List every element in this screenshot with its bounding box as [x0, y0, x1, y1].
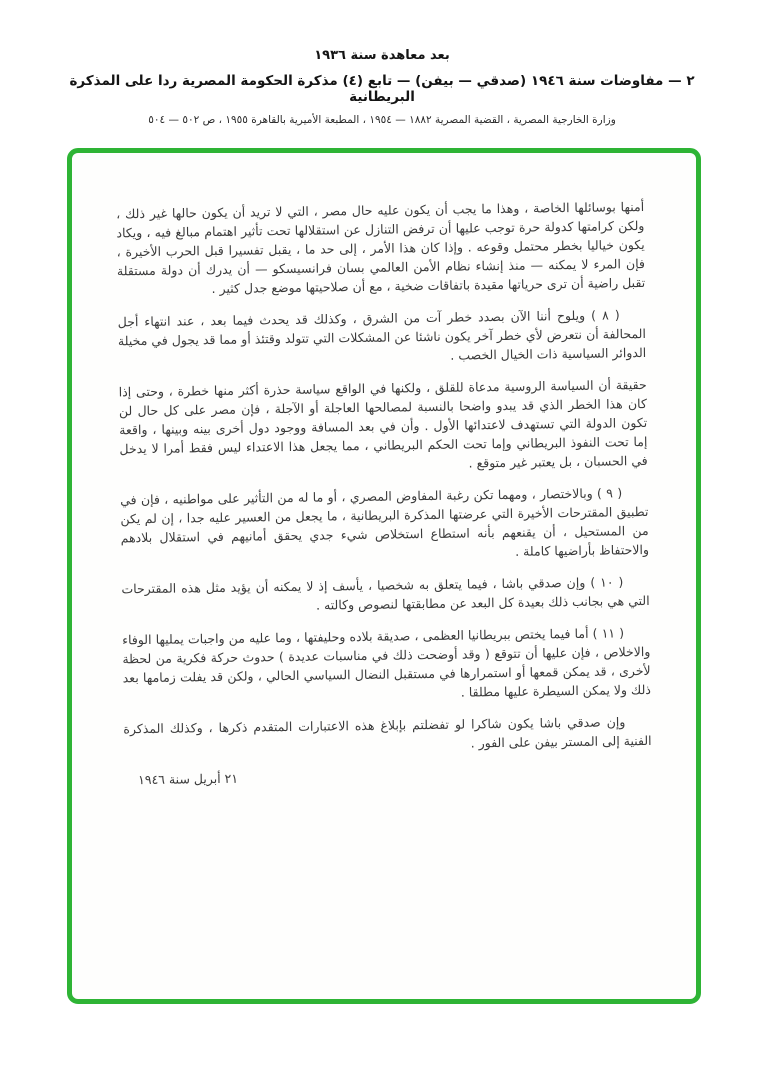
document-date: ٢١ أبريل سنة ١٩٤٦ [137, 770, 239, 788]
paragraph-9: ( ٩ ) وبالاختصار ، ومهما تكن رغبة المفاوض المصري ، أو ما له من التأثير على مواطنيه ، فإن في تطبيق المقترحات الأخيرة التي عرضتها المذكرة البريطانية ، ما يجعل من العسير عليه جدا ، إن لم يكن من المستحيل ، أن يقنعهم بأنه استطاع استخلاص شيء جدي يحقق أمانيهم في استقلال بلادهم والاحتفاظ بأراضيها كاملة . [120, 485, 650, 559]
scan-frame [67, 148, 701, 1004]
paragraph-russia-policy: حقيقة أن السياسة الروسية مدعاة للقلق ، ولكنها في الواقع سياسة حذرة أكثر منها خطرة ، وحتى إذا كان هذا الخطر الذي قد يبدو واضحا بالنسبة لمصالحها العاجلة أو الآجلة ، فإن مصر على كل حال لن تكون الدولة التي تستهدف لاعتدائها الأول . وأن في بعد المسافة ووجود دول أخرى بينه وبينها ، واقعة إما تحت النفوذ البريطاني وإما تحت الحكم البريطاني ، مما يجعل هذا الاعتداء ليس فقط أمرا لا يدخل في الحسبان ، بل يعتبر غير متوقع . [118, 376, 648, 471]
header-era-line: بعد معاهدة سنة ١٩٣٦ [314, 48, 450, 63]
document-header [0, 0, 764, 126]
paragraph-continuation: أمنها بوسائلها الخاصة ، وهذا ما يجب أن يكون عليه حال مصر ، التي لا تريد أن يكون حالها غير ذلك ، ولكن كرامتها كدولة حرة توجب عليها أن ترفض التنازل عن استقلالها تحت تأثير اهتمام مبالغ فيه ، ويكاد يكون خياليا بخطر محتمل وقوعه . وإذا كان هذا الأمر ، إلى حد ما ، يقبل تفسيرا قبل الحرب الأخيرة ، فإن المرء لا يمكنه — منذ إنشاء نظام الأمن العالمي بسان فرانسيسكو — أن يدرك أن دولة مستقلة تقبل راضية أن ترى حرياتها مقيدة باتفاقات ضخية ، مع أن صلاحيتها موضع جدل كثير . [116, 198, 646, 297]
paragraph-closing: وإن صدقي باشا يكون شاكرا لو تفضلتم بإبلاغ هذه الاعتبارات المتقدم ذكرها ، وكذلك المذكرة الفنية إلى المستر بيفن على الفور . [123, 714, 652, 751]
header-source-line: وزارة الخارجية المصرية ، القضية المصرية ١٨٨٢ — ١٩٥٤ ، المطبعة الأميرية بالقاهرة ١٩٥٥ ، ص ٥٠٢ — ٥٠٤ [148, 114, 616, 126]
header-title-line: ٢ — مفاوضات سنة ١٩٤٦ (صدقي — بيفن) — تابع (٤) مذكرة الحكومة المصرية ردا على المذكرة البريطانية [69, 73, 695, 105]
paragraph-10: ( ١٠ ) وإن صدقي باشا ، فيما يتعلق به شخصيا ، يأسف إذ لا يمكنه أن يؤيد مثل هذه المقترحات التي هي بجانب ذلك بعيدة كل البعد عن مطابقتها لنصوص وكالته . [121, 574, 650, 613]
paragraph-8: ( ٨ ) ويلوح أننا الآن بصدد خطر آت من الشرق ، وكذلك قد يحدث فيما بعد ، عند انتهاء أجل المحالفة أن نتعرض لأي خطر آخر يكون ناشئا عن المشكلات التي تتولد وقتئذ أو مما قد يجول في مخيلة الدوائر السياسية ذات الخيال الخصب . [117, 307, 647, 363]
scanned-text-block [116, 197, 652, 789]
paragraph-11: ( ١١ ) أما فيما يختص ببريطانيا العظمى ، صديقة بلاده وحليفتها ، وما عليه من واجبات يمليها الوفاء والاخلاص ، فإن عليها أن تتوقع ( وقد أوضحت ذلك في مناسبات عديدة ) حدوث حركة فكرية من لحظة لأخرى ، قد يمكن قمعها أو استمرارها في مستقبل النضال السياسي الحالي ، ولكن قد يفلت زمامها بعد ذلك ولا يمكن السيطرة عليها مطلقا . [122, 625, 651, 700]
